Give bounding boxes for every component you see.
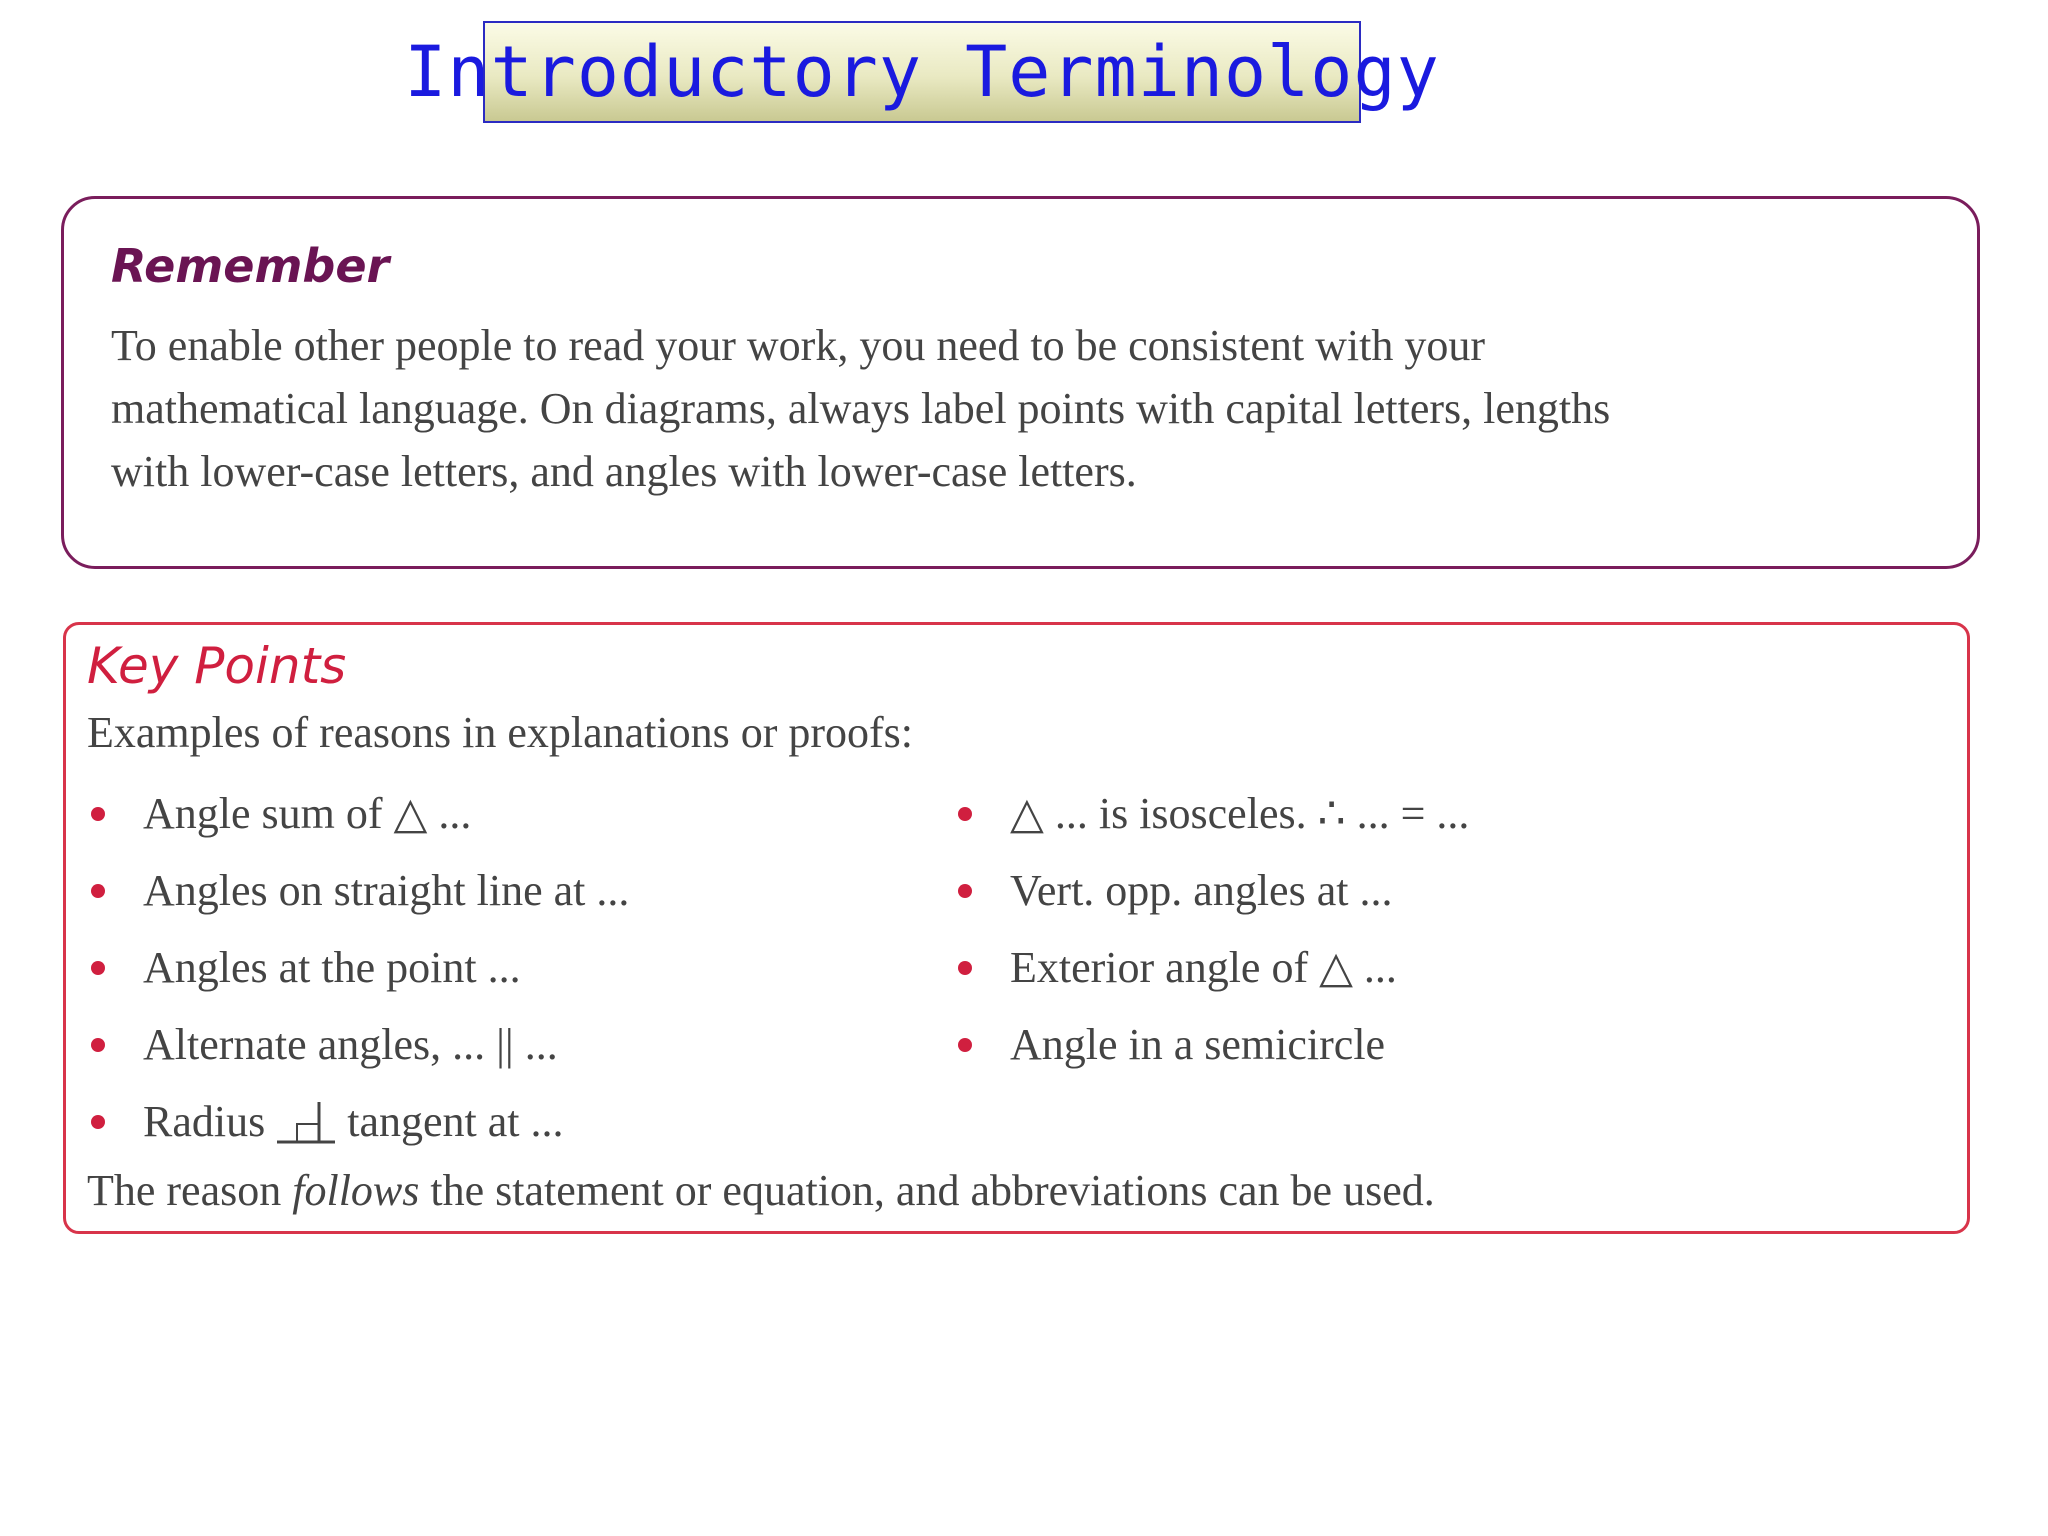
list-item-text: Angles at the point ... — [143, 943, 521, 992]
list-item — [87, 929, 629, 1006]
list-item — [87, 852, 629, 929]
list-item-text: Vert. opp. angles at ... — [1010, 866, 1393, 915]
list-item-text: Exterior angle of △ ... — [1010, 943, 1397, 992]
key-points-box — [63, 622, 1970, 1234]
bullet-icon — [91, 807, 105, 821]
remember-body — [111, 314, 1931, 503]
list-item — [954, 929, 1469, 1006]
list-item — [87, 1006, 629, 1083]
list-item-text: Alternate angles, ... || ... — [143, 1020, 558, 1069]
list-item-text: △ ... is isosceles. ∴ ... = ... — [1010, 789, 1470, 838]
perpendicular-icon — [275, 1098, 337, 1146]
title-banner — [404, 21, 1440, 123]
list-item — [954, 1006, 1469, 1083]
key-points-footer — [87, 1165, 1435, 1216]
list-item — [87, 1083, 629, 1160]
page-title: Introductory Terminology — [404, 31, 1440, 113]
remember-line: with lower-case letters, and angles with lower-case letters. — [111, 447, 1137, 496]
list-item — [87, 775, 629, 852]
bullet-icon — [958, 884, 972, 898]
footer-text-before: The reason — [87, 1166, 282, 1215]
bullet-icon — [91, 884, 105, 898]
bullet-icon — [958, 1038, 972, 1052]
bullet-icon — [91, 1038, 105, 1052]
footer-text-after: the statement or equation, and abbreviations can be used. — [430, 1166, 1435, 1215]
bullet-icon — [958, 807, 972, 821]
list-item — [954, 775, 1469, 852]
bullet-icon — [91, 1115, 105, 1129]
bullet-icon — [91, 961, 105, 975]
key-points-right-list — [954, 775, 1469, 1083]
key-points-intro: Examples of reasons in explanations or proofs: — [87, 708, 914, 757]
list-item-text: Angle sum of △ ... — [143, 789, 472, 838]
key-points-left-list — [87, 775, 629, 1160]
list-item-text-after: tangent at ... — [347, 1097, 564, 1146]
list-item-text-before: Radius — [143, 1097, 266, 1146]
footer-emphasis: follows — [292, 1166, 420, 1215]
key-points-heading: Key Points — [87, 637, 347, 695]
bullet-icon — [958, 961, 972, 975]
remember-line: mathematical language. On diagrams, always label points with capital letters, lengths — [111, 384, 1611, 433]
list-item-text: Angles on straight line at ... — [143, 866, 630, 915]
list-item-text: Angle in a semicircle — [1010, 1020, 1386, 1069]
remember-heading: Remember — [111, 239, 390, 293]
remember-line: To enable other people to read your work, you need to be consistent with your — [111, 321, 1485, 370]
remember-box — [61, 196, 1980, 569]
list-item — [954, 852, 1469, 929]
